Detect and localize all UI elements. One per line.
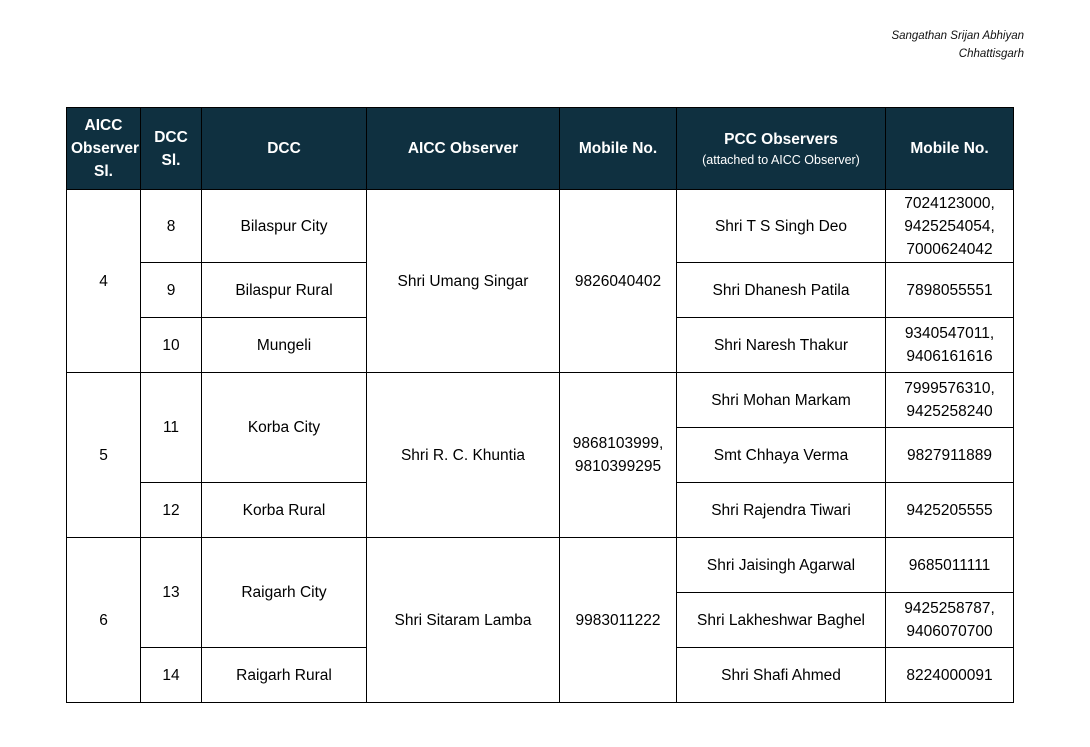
table-row [67, 373, 1014, 428]
pcc-observer-cell: Smt Chhaya Verma [677, 428, 886, 483]
document-header-note [891, 27, 1024, 63]
aicc-sl-cell: 4 [67, 190, 141, 373]
pcc-mobile-cell: 9827911889 [886, 428, 1014, 483]
dcc-name-cell: Bilaspur City [202, 190, 367, 263]
pcc-mobile-cell: 9685011111 [886, 538, 1014, 593]
aicc-observer-cell: Shri Umang Singar [367, 190, 560, 373]
pcc-observer-cell: Shri Lakheshwar Baghel [677, 593, 886, 648]
dcc-sl-cell: 12 [141, 483, 202, 538]
dcc-sl-cell: 13 [141, 538, 202, 648]
pcc-observer-cell: Shri Dhanesh Patila [677, 263, 886, 318]
pcc-observer-cell: Shri Jaisingh Agarwal [677, 538, 886, 593]
header-pcc-observers-subtitle: (attached to AICC Observer) [702, 153, 860, 167]
pcc-observer-cell: Shri Rajendra Tiwari [677, 483, 886, 538]
header-mobile-1: Mobile No. [560, 108, 677, 190]
dcc-sl-cell: 9 [141, 263, 202, 318]
dcc-sl-cell: 11 [141, 373, 202, 483]
pcc-observer-cell: Shri Shafi Ahmed [677, 648, 886, 703]
header-mobile-2: Mobile No. [886, 108, 1014, 190]
dcc-name-cell: Korba Rural [202, 483, 367, 538]
header-pcc-observers [677, 108, 886, 190]
dcc-name-cell: Bilaspur Rural [202, 263, 367, 318]
dcc-name-cell: Raigarh City [202, 538, 367, 648]
aicc-mobile-cell: 9983011222 [560, 538, 677, 703]
aicc-sl-cell: 5 [67, 373, 141, 538]
header-dcc: DCC [202, 108, 367, 190]
header-aicc-sl: AICC Observer Sl. [67, 108, 141, 190]
pcc-observer-cell: Shri T S Singh Deo [677, 190, 886, 263]
pcc-mobile-cell: 8224000091 [886, 648, 1014, 703]
dcc-name-cell: Mungeli [202, 318, 367, 373]
dcc-name-cell: Korba City [202, 373, 367, 483]
observer-table [66, 107, 1014, 703]
dcc-sl-cell: 14 [141, 648, 202, 703]
pcc-mobile-cell: 9425205555 [886, 483, 1014, 538]
aicc-mobile-cell: 9826040402 [560, 190, 677, 373]
pcc-observer-cell: Shri Naresh Thakur [677, 318, 886, 373]
aicc-sl-cell: 6 [67, 538, 141, 703]
pcc-mobile-cell: 7024123000, 9425254054, 7000624042 [886, 190, 1014, 263]
pcc-mobile-cell: 9425258787, 9406070700 [886, 593, 1014, 648]
pcc-mobile-cell: 7999576310, 9425258240 [886, 373, 1014, 428]
aicc-observer-cell: Shri R. C. Khuntia [367, 373, 560, 538]
aicc-observer-cell: Shri Sitaram Lamba [367, 538, 560, 703]
pcc-observer-cell: Shri Mohan Markam [677, 373, 886, 428]
campaign-name: Sangathan Srijan Abhiyan [891, 30, 1024, 42]
header-aicc-observer: AICC Observer [367, 108, 560, 190]
dcc-name-cell: Raigarh Rural [202, 648, 367, 703]
pcc-mobile-cell: 9340547011, 9406161616 [886, 318, 1014, 373]
table-row [67, 538, 1014, 593]
state-name: Chhattisgarh [958, 48, 1024, 60]
header-dcc-sl: DCC Sl. [141, 108, 202, 190]
aicc-mobile-cell: 9868103999, 9810399295 [560, 373, 677, 538]
table-header-row [67, 108, 1014, 190]
pcc-mobile-cell: 7898055551 [886, 263, 1014, 318]
table-row [67, 190, 1014, 263]
header-pcc-observers-title: PCC Observers [724, 131, 838, 148]
dcc-sl-cell: 10 [141, 318, 202, 373]
dcc-sl-cell: 8 [141, 190, 202, 263]
